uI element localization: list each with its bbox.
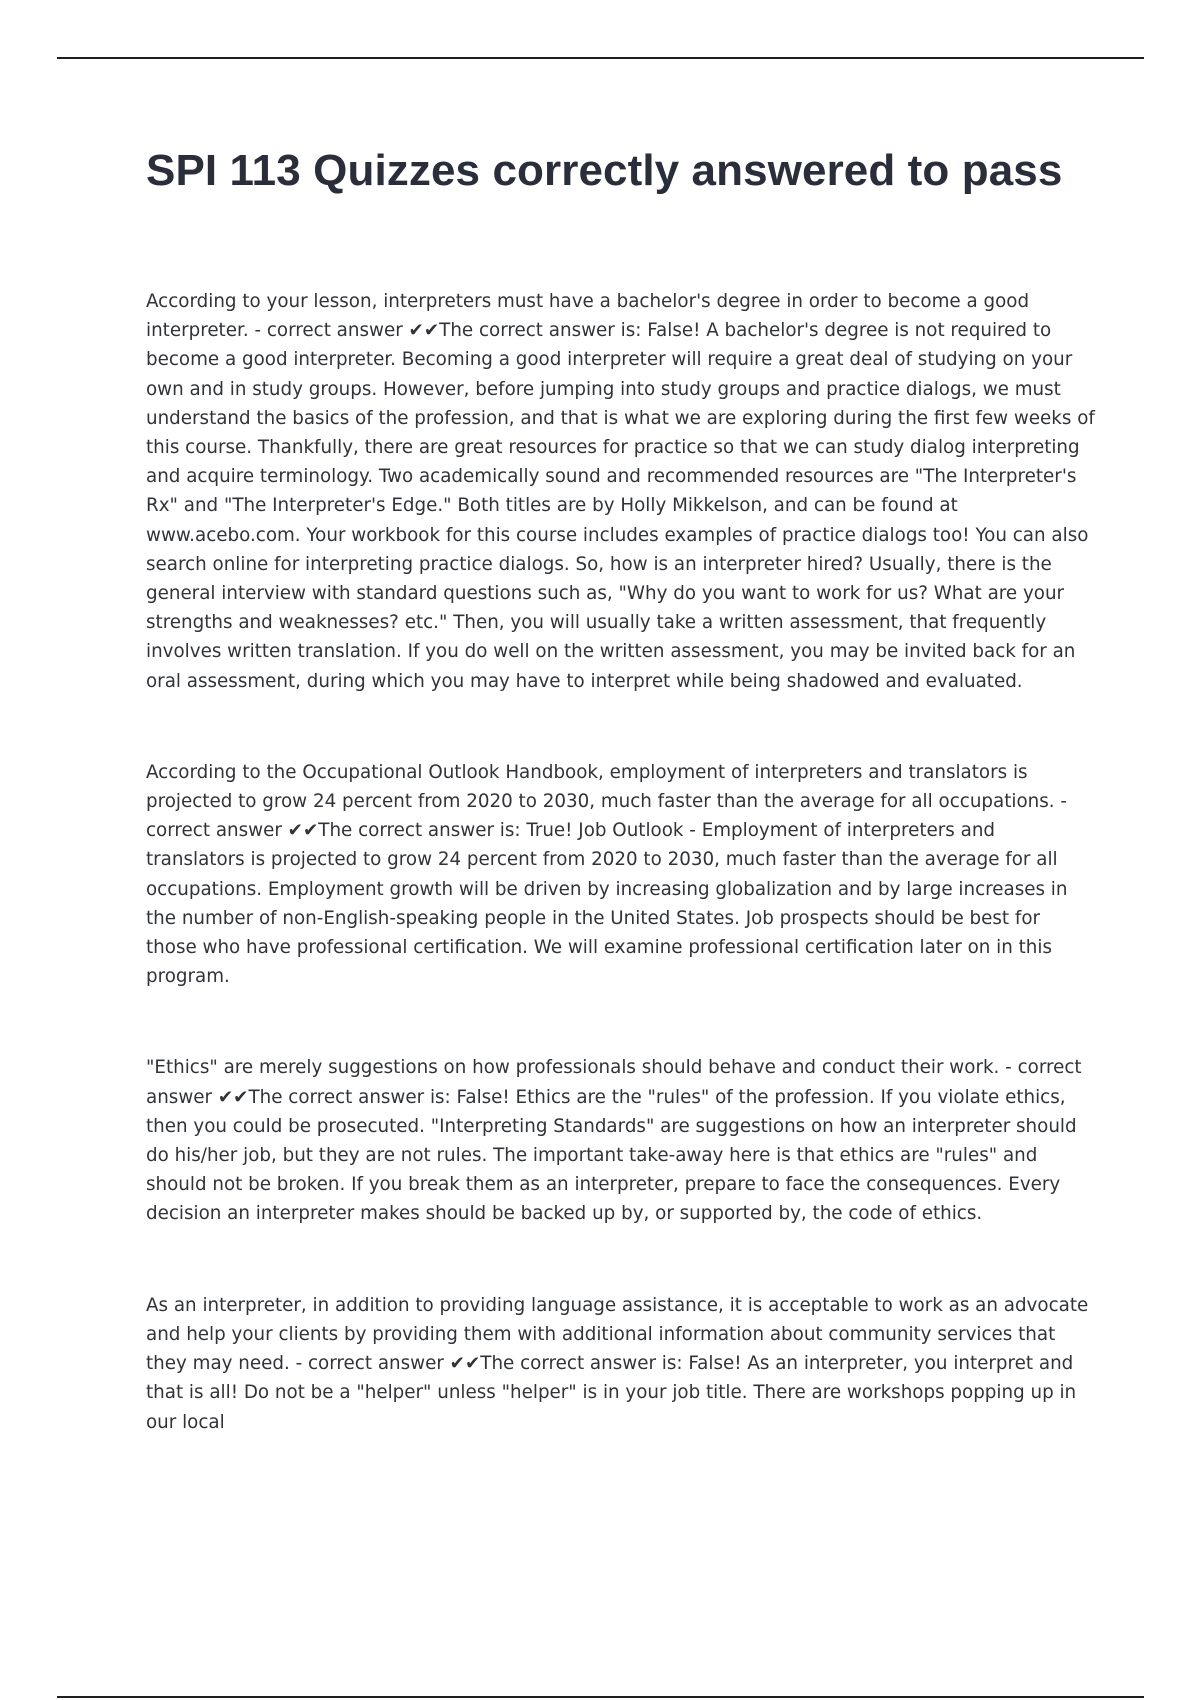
qa-item [146, 287, 1096, 696]
answer-text: The correct answer is: False! A bachelor's degree is not required to become a good interpreter. Becoming a good interpreter will require a great deal of studying on your own and in study groups. However, before jumping into study groups and practice dialogs, we must understand the basics of the profession, and that is what we are exploring during the first few weeks of this course. Thankfully, there are great resources for practice so that we can study dialog interpreting and acquire terminology. Two academically sound and recommended resources are "The Interpreter's Rx" and "The Interpreter's Edge." Both titles are by Holly Mikkelson, and can be found at www.acebo.com. Your workbook for this course includes examples of practice dialogs too! You can also search online for interpreting practice dialogs. So, how is an interpreter hired? Usually, there is the general interview with standard questions such as, "Why do you want to work for us? What are your strengths and weaknesses? etc." Then, you will usually take a written assessment, that frequently involves written translation. If you do well on the written assessment, you may be invited back for an oral assessment, during which you may have to interpret while being shadowed and evaluated. [146, 320, 1095, 692]
qa-item [146, 1053, 1096, 1228]
document-body [146, 142, 1096, 1499]
document-title: SPI 113 Quizzes correctly answered to pass [146, 146, 1063, 195]
bottom-rule [57, 1696, 1144, 1698]
correct-answer-marker: - correct answer ✔✔ [248, 320, 440, 342]
qa-item [146, 1291, 1096, 1437]
question-text: According to the Occupational Outlook Handbook, employment of interpreters and translators is projected to grow 24 percent from 2020 to 2030, much faster than the average for all occupations. [146, 761, 1055, 813]
question-text: "Ethics" are merely suggestions on how professionals should behave and conduct their work. [146, 1057, 1000, 1079]
answer-text: The correct answer is: True! Job Outlook - Employment of interpreters and translators is projected to grow 24 percent from 2020 to 2030, much faster than the average for all occupations. Employment growth will be driven by increasing globalization and by large increases in the number of non-English-speaking people in the United States. Job prospects should be best for those who have professional certification. We will examine professional certification later on in this program. [146, 820, 1068, 988]
answer-text: The correct answer is: False! As an interpreter, you interpret and that is all! Do not be a "helper" unless "helper" is in your job title. There are workshops popping up in our local [146, 1353, 1077, 1433]
answer-text: The correct answer is: False! Ethics are the "rules" of the profession. If you violate ethics, then you could be prosecuted. "Interpreting Standards" are suggestions on how an interpreter should do his/her job, but they are not rules. The important take-away here is that ethics are "rules" and should not be broken. If you break them as an interpreter, prepare to face the consequences. Every decision an interpreter makes should be backed up by, or supported by, the code of ethics. [146, 1086, 1077, 1225]
question-text: According to your lesson, interpreters must have a bachelor's degree in order to become a good interpreter. [146, 291, 1030, 342]
qa-item [146, 758, 1096, 992]
correct-answer-marker: - correct answer ✔✔ [289, 1353, 481, 1375]
correct-answer-marker: - correct answer ✔✔ [146, 791, 1067, 842]
correct-answer-marker: - correct answer ✔✔ [146, 1057, 1082, 1108]
question-text: As an interpreter, in addition to providing language assistance, it is acceptable to work as an advocate and help your clients by providing them with additional information about community services that they may need. [146, 1294, 1089, 1375]
qa-list [146, 287, 1096, 1437]
top-rule [57, 57, 1144, 59]
